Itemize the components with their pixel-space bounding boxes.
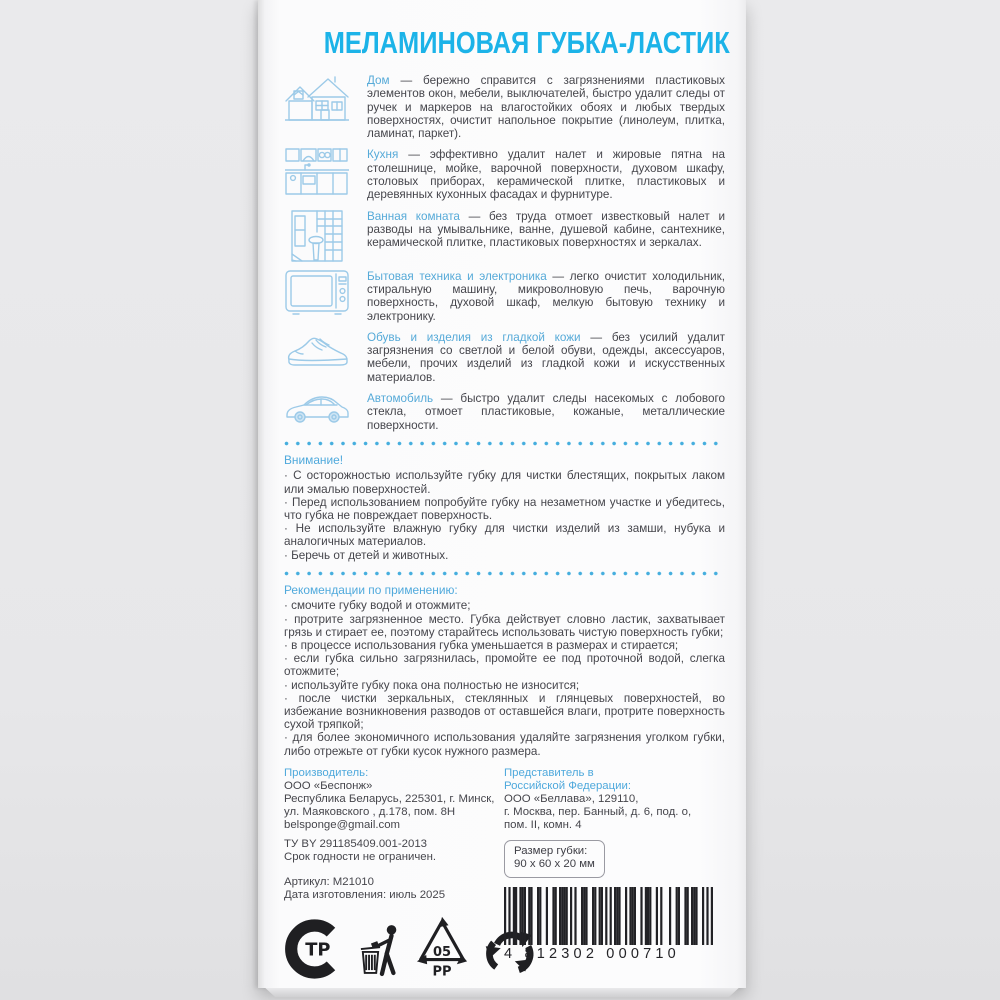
shelf-life: Срок годности не ограничен. xyxy=(284,850,437,863)
product-title: МЕЛАМИНОВАЯ ГУБКА-ЛАСТИК xyxy=(323,25,730,60)
manufacturer-heading: Производитель: xyxy=(284,766,369,779)
attention-item: · Перед использованием попробуйте губку на незаметном участке и убедитесь, что губка не повреждает поверхность. xyxy=(284,496,725,522)
sponge-size-box xyxy=(504,840,605,878)
representative-line: пом. II, комн. 4 xyxy=(504,818,582,831)
dotted-separator xyxy=(284,571,725,576)
representative-block xyxy=(504,767,725,979)
bathroom-icon xyxy=(284,210,350,262)
manufacturer-line: ул. Маяковского , д.178, пом. 8Н xyxy=(284,805,456,818)
recommendation-item: · после чистки зеркальных, стеклянных и глянцевых поверхностей, во избежание возникновения разводов от оставшейся влаги, протрите поверхность сухой тряпкой; xyxy=(284,692,725,732)
section-appliances xyxy=(284,270,725,323)
car-icon xyxy=(284,392,350,426)
pp-recycling-icon xyxy=(416,916,468,979)
shoe-icon xyxy=(284,331,350,369)
attention-heading: Внимание! xyxy=(284,452,344,467)
section-body: — бережно справится с загрязнениями пластиковых элементов окон, мебели, выключателей, быстро удалит следы от ручек и маркеров на влагостойких обоях и любых твердых поверхностях, очистит напольное покрытие (линолеум, плитка, ламинат, паркет). xyxy=(367,74,726,141)
section-body: — быстро удалит следы насекомых с лобового стекла, отмоет пластиковые, кожаные, металлические поверхности. xyxy=(367,392,726,432)
attention-item: · Не используйте влажную губку для чистки изделий из замши, нубука и аналогичных материалов. xyxy=(284,522,725,548)
pp-label: PP xyxy=(432,964,452,979)
section-heading: Дом xyxy=(367,74,390,87)
barcode-digits: 4 812302 000710 xyxy=(504,945,680,962)
ctp-conformity-icon xyxy=(284,919,346,979)
recommendations-heading: Рекомендации по применению: xyxy=(284,582,458,597)
tu-standard: ТУ BY 291185409.001-2013 xyxy=(284,837,427,850)
representative-heading: Представитель в xyxy=(504,766,594,779)
article-number: Артикул: M21010 xyxy=(284,875,374,888)
representative-heading: Российской Федерации: xyxy=(504,779,632,792)
section-heading: Ванная комната xyxy=(367,209,460,223)
ctp-letters: ТР xyxy=(305,939,331,961)
section-home xyxy=(284,74,725,140)
recommendation-item: · протрите загрязненное место. Губка действует словно ластик, захватывает грязь и стирает ее, поэтому старайтесь использовать чистую поверхность губки; xyxy=(284,613,725,639)
section-body: — без труда отмоет известковый налет и разводы на умывальнике, ванне, душевой кабине, сантехнике, керамической плитке, пластиковых поверхностях и зеркалах. xyxy=(367,209,725,250)
section-bathroom xyxy=(284,210,725,262)
recommendation-item: · для более экономичного использования удаляйте загрязнения уголком губки, либо отрежьте от губки кусок нужного размера. xyxy=(284,731,725,757)
label-content xyxy=(258,0,746,979)
kitchen-icon xyxy=(284,148,350,196)
manufacturer-email: belsponge@gmail.com xyxy=(284,818,401,831)
recommendation-item: · смочите губку водой и отожмите; xyxy=(284,599,725,612)
tidyman-icon xyxy=(359,921,403,979)
section-heading: Автомобиль xyxy=(367,392,434,406)
representative-line: г. Москва, пер. Банный, д. 6, под. о, xyxy=(504,805,692,818)
section-body: — без усилий удалит загрязнения со светлой и белой обуви, одежды, аксессуаров, мебели, прочих изделий из гладкой кожи и искусственных материалов. xyxy=(367,330,725,384)
production-date: Дата изготовления: июль 2025 xyxy=(284,888,446,901)
recommendation-item: · используйте губку пока она полностью не износится; xyxy=(284,679,725,692)
recommendation-item: · в процессе использования губка уменьшается в размерах и стирается; xyxy=(284,639,725,652)
footer-info xyxy=(284,767,725,979)
pp-number: 05 xyxy=(432,944,452,960)
attention-item: · С осторожностью используйте губку для чистки блестящих, покрытых лаком или эмалью поверхностей. xyxy=(284,469,725,495)
attention-item: · Беречь от детей и животных. xyxy=(284,549,725,562)
appliance-icon xyxy=(284,270,350,316)
dotted-separator xyxy=(284,441,725,446)
section-car xyxy=(284,392,725,432)
sponge-package-back xyxy=(258,0,746,988)
section-shoes xyxy=(284,331,725,384)
recommendation-item: · если губка сильно загрязнилась, промойте ее под проточной водой, слегка отожмите; xyxy=(284,652,725,678)
ean13-barcode xyxy=(504,887,717,962)
manufacturer-block xyxy=(284,767,504,979)
section-heading: Кухня xyxy=(367,148,399,162)
certification-marks xyxy=(284,915,504,979)
section-heading: Бытовая техника и электроника xyxy=(367,269,547,283)
section-body: — легко очистит холодильник, стиральную машину, микроволновую печь, варочную поверхность, духовой шкаф, мелкую бытовую технику и электронику. xyxy=(367,269,726,323)
representative-line: ООО «Беллава», 129110, xyxy=(504,792,639,805)
section-kitchen xyxy=(284,148,725,201)
section-body: — эффективно удалит налет и жировые пятна на столешнице, мойке, варочной поверхности, духовом шкафу, столовых приборах, керамической плитке, пластиковых и деревянных кухонных фасадах и фурнитуре. xyxy=(367,148,725,202)
barcode-bars xyxy=(504,887,717,945)
size-label: Размер губки: xyxy=(514,844,588,857)
house-icon xyxy=(284,74,350,124)
manufacturer-line: Республика Беларусь, 225301, г. Минск, xyxy=(284,792,495,805)
size-value: 90 x 60 x 20 мм xyxy=(514,858,595,871)
manufacturer-line: ООО «Беспонж» xyxy=(284,779,373,792)
section-heading: Обувь и изделия из гладкой кожи xyxy=(367,330,581,344)
